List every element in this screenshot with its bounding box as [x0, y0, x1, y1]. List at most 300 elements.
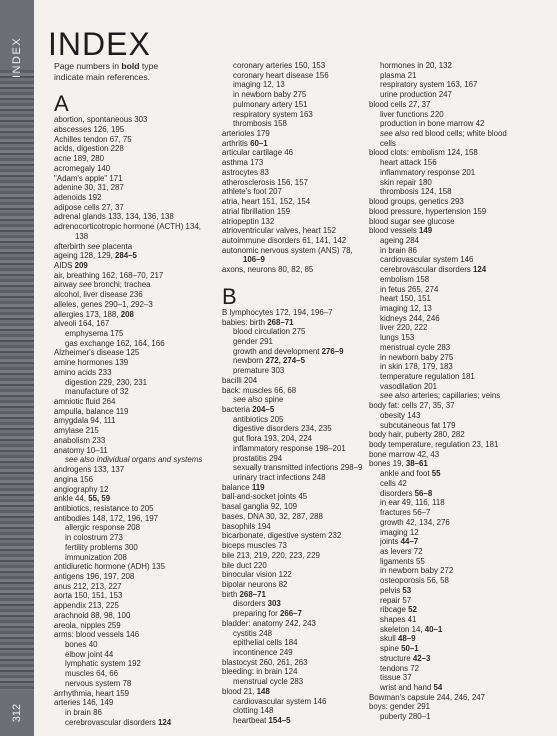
entry-text: in brain 86 — [380, 245, 417, 255]
index-entry — [54, 280, 224, 290]
index-subentry — [222, 434, 392, 444]
entry-text: joints — [380, 537, 401, 547]
index-subentry — [222, 90, 392, 100]
entry-text: epithelial cells 184 — [233, 638, 298, 648]
entry-text: inflammatory response 198–201 — [233, 443, 346, 453]
index-entry — [54, 494, 224, 504]
entry-text: "Adam's apple" 171 — [54, 173, 123, 183]
entry-text: arteries 146, 149 — [54, 698, 114, 708]
entry-text: lymphatic system 192 — [65, 659, 141, 669]
index-entry — [54, 446, 224, 456]
index-subentry — [54, 329, 224, 339]
entry-text: osteoporosis 56, 58 — [380, 576, 449, 586]
entry-text: astrocytes 83 — [222, 167, 269, 177]
index-entry — [54, 154, 224, 164]
entry-text: fertility problems 300 — [65, 542, 138, 552]
index-subentry — [369, 255, 539, 265]
index-entry — [222, 512, 392, 522]
entry-text: nervous system 78 — [65, 678, 132, 688]
main-reference: 56–8 — [414, 488, 433, 498]
entry-text: bone marrow 42, 43 — [369, 449, 440, 459]
entry-text: imaging 12, 13 — [233, 80, 285, 90]
index-subentry — [369, 265, 539, 275]
entry-text: antibiotics, resistance to 205 — [54, 503, 154, 513]
entry-text: skeleton 14, — [380, 624, 425, 634]
entry-text: atriopeptin 132 — [222, 216, 275, 226]
entry-text: ball-and-socket joints 45 — [222, 492, 308, 502]
index-entry — [222, 502, 392, 512]
index-subentry — [369, 605, 539, 615]
entry-text: antidiuretic hormone (ADH) 135 — [54, 562, 165, 572]
entry-text: liver functions 220 — [380, 109, 444, 119]
entry-text: spine — [380, 644, 402, 654]
index-subentry — [369, 90, 539, 100]
index-entry — [54, 407, 224, 417]
index-subentry — [369, 236, 539, 246]
entry-text: angina 156 — [54, 474, 94, 484]
index-subentry — [369, 596, 539, 606]
index-entry — [54, 630, 224, 640]
index-subentry — [369, 566, 539, 576]
index-entry — [222, 522, 392, 532]
entry-text: in skin 178, 179, 183 — [380, 362, 453, 372]
entry-text: basal ganglia 92, 109 — [222, 502, 298, 512]
index-subentry — [222, 706, 392, 716]
entry-text: antibodies 148, 172, 196, 197 — [54, 513, 158, 523]
entry-text: amniotic fluid 264 — [54, 397, 116, 407]
main-reference: 55 — [431, 469, 441, 479]
index-entry — [222, 590, 392, 600]
page-title: INDEX — [48, 26, 151, 62]
index-entry — [54, 416, 224, 426]
index-subentry — [222, 697, 392, 707]
index-subentry — [369, 139, 539, 149]
index-subentry — [222, 648, 392, 658]
index-subentry — [369, 528, 539, 538]
entry-text: manufacture of 32 — [65, 387, 129, 397]
entry-text: amino acids 233 — [54, 367, 112, 377]
index-subentry — [54, 232, 224, 242]
entry-text: anatomy 10–11 — [54, 445, 108, 455]
main-reference: 119 — [251, 482, 265, 492]
index-subentry — [369, 654, 539, 664]
index-subentry — [54, 553, 224, 563]
entry-text: ligaments 55 — [380, 556, 425, 566]
entry-text: premature 303 — [233, 366, 285, 376]
entry-text: autoimmune disorders 61, 141, 142 — [222, 235, 347, 245]
entry-text: urinary tract infections 248 — [233, 473, 326, 483]
main-reference: 55, 59 — [88, 494, 111, 504]
index-entry — [222, 561, 392, 571]
index-subentry — [369, 673, 539, 683]
index-subentry — [369, 323, 539, 333]
index-subentry — [369, 537, 539, 547]
index-subentry — [369, 391, 539, 401]
entry-text: blood circulation 275 — [233, 327, 306, 337]
entry-text: coronary heart disease 156 — [233, 70, 329, 80]
entry-text: subcutaneous fat 179 — [380, 420, 456, 430]
entry-text: bases, DNA 30, 32, 287, 288 — [222, 511, 323, 521]
entry-text: bipolar neurons 82 — [222, 579, 288, 589]
index-subentry — [222, 110, 392, 120]
index-subentry — [222, 454, 392, 464]
index-entry — [54, 582, 224, 592]
index-subentry — [369, 333, 539, 343]
entry-text: ribcage — [380, 605, 409, 615]
index-entry — [54, 514, 224, 524]
index-subentry — [222, 366, 392, 376]
index-entry — [54, 358, 224, 368]
entry-text: ankle and foot — [380, 469, 432, 479]
entry-text: basophils 194 — [222, 521, 271, 531]
index-entry — [54, 115, 224, 125]
index-subentry — [222, 444, 392, 454]
index-entry — [54, 348, 224, 358]
entry-text: elbow joint 44 — [65, 649, 114, 659]
index-entry — [222, 492, 392, 502]
entry-text: bile duct 220 — [222, 560, 267, 570]
index-subentry — [369, 110, 539, 120]
index-entry — [222, 129, 392, 139]
index-subentry — [54, 640, 224, 650]
index-subentry — [369, 683, 539, 693]
index-subentry — [369, 382, 539, 392]
entry-text: afterbirth — [54, 241, 88, 251]
entry-text: blood vessels — [369, 226, 420, 236]
index-entry — [222, 483, 392, 493]
index-entry — [222, 148, 392, 158]
index-entry — [54, 368, 224, 378]
main-reference: 48–9 — [397, 634, 416, 644]
entry-text: acne 189, 280 — [54, 154, 105, 164]
index-subentry — [54, 543, 224, 553]
main-reference: 303 — [267, 599, 281, 609]
index-entry — [54, 174, 224, 184]
index-subentry — [222, 415, 392, 425]
index-subentry — [222, 424, 392, 434]
main-reference: 54 — [433, 683, 443, 692]
entry-text: Bowman's capsule 244, 246, 247 — [369, 692, 485, 702]
entry-text: body fat: cells 27, 35, 37 — [369, 401, 455, 411]
entry-text: fractures 56–7 — [380, 508, 431, 518]
entry-text: birth — [222, 589, 240, 599]
index-entry — [222, 158, 392, 168]
entry-text: blood groups, genetics 293 — [369, 197, 464, 207]
entry-text: menstrual cycle 283 — [380, 342, 451, 352]
entry-text: back: muscles 66, 68 — [222, 385, 297, 395]
index-entry — [222, 226, 392, 236]
index-entry — [54, 689, 224, 699]
entry-text: as levers 72 — [380, 546, 423, 556]
entry-text: allergic response 208 — [65, 523, 141, 533]
entry-text: wrist and hand — [380, 683, 434, 692]
entry-text: atrioventricular valves, heart 152 — [222, 226, 337, 236]
entry-text: bladder: anatomy 242, 243 — [222, 618, 316, 628]
entry-text: areola, nipples 259 — [54, 620, 121, 630]
main-reference: 204–5 — [252, 405, 275, 414]
entry-text: skin repair 180 — [380, 177, 432, 187]
page-number: 312 — [11, 703, 23, 723]
entry-text: growth and development — [233, 346, 322, 356]
entry-text: disorders — [233, 599, 268, 609]
entry-text: adipose cells 27, 37 — [54, 202, 124, 212]
index-subentry — [369, 644, 539, 654]
index-subentry — [369, 411, 539, 421]
index-entry — [222, 667, 392, 677]
entry-text: bacteria — [222, 405, 253, 414]
index-entry — [54, 125, 224, 135]
entry-text: in fetus 265, 274 — [380, 284, 439, 294]
entry-text: shapes 41 — [380, 614, 417, 624]
index-subentry — [369, 586, 539, 596]
entry-text: B lymphocytes 172, 194, 196–7 — [222, 307, 333, 317]
index-subentry — [222, 473, 392, 483]
sidebar-thumb-index — [0, 70, 34, 690]
entry-text: antigens 196, 197, 208 — [54, 571, 135, 581]
entry-text: arteries; capillaries; veins — [409, 391, 501, 401]
entry-text: in newborn baby 275 — [233, 90, 307, 100]
entry-text: production in bone marrow 42 — [380, 119, 485, 129]
index-subentry — [54, 533, 224, 543]
index-entry — [54, 310, 224, 320]
index-entry — [222, 619, 392, 629]
main-reference: 266–7 — [279, 609, 302, 619]
index-entry — [369, 217, 539, 227]
index-entry — [54, 193, 224, 203]
index-subentry — [369, 421, 539, 431]
entry-text: in ear 49, 116, 118 — [380, 498, 445, 508]
index-entry — [369, 440, 539, 450]
main-reference: 42–3 — [412, 653, 431, 663]
main-reference: 124 — [157, 717, 172, 727]
entry-text: androgens 133, 137 — [54, 465, 125, 475]
entry-text: biceps muscles 73 — [222, 541, 287, 551]
index-entry — [222, 197, 392, 207]
index-entry — [54, 300, 224, 310]
index-subentry — [54, 650, 224, 660]
entry-text: allergies 173, 188, — [54, 309, 121, 319]
index-subentry — [369, 508, 539, 518]
entry-text: in newborn baby 272 — [380, 566, 454, 576]
index-subentry — [222, 61, 392, 71]
index-subentry — [369, 469, 539, 479]
index-entry — [54, 621, 224, 631]
index-entry — [222, 570, 392, 580]
index-subentry — [369, 479, 539, 489]
entry-text: embolism 158 — [380, 274, 430, 284]
main-reference: 149 — [419, 226, 433, 236]
entry-text: bicarbonate, digestive system 232 — [222, 531, 342, 541]
entry-text: clotting 148 — [233, 706, 274, 716]
intro-text: type — [139, 61, 159, 71]
entry-text: adrenocorticotropic hormone (ACTH) 134, — [54, 222, 201, 232]
entry-text: see also — [380, 391, 410, 401]
index-entry — [54, 222, 224, 232]
index-subentry — [222, 347, 392, 357]
entry-text: in colostrum 273 — [65, 533, 123, 543]
index-entry — [222, 551, 392, 561]
entry-text: arthritis — [222, 138, 251, 148]
index-entry — [222, 308, 392, 318]
index-entry — [222, 207, 392, 217]
entry-text: cardiovascular system 146 — [233, 696, 327, 706]
index-subentry — [369, 285, 539, 295]
entry-text: antibiotics 205 — [233, 414, 284, 424]
entry-text: coronary arteries 150, 153 — [233, 61, 326, 70]
entry-text: alveoli 164, 167 — [54, 319, 110, 329]
entry-text: plasma 21 — [380, 70, 417, 80]
index-subentry — [369, 557, 539, 567]
main-reference: 148 — [256, 686, 270, 696]
index-subentry — [54, 387, 224, 397]
entry-text: bronchi; trachea — [91, 280, 151, 290]
entry-text: atria, heart 151, 152, 154 — [222, 197, 311, 207]
index-subentry — [369, 372, 539, 382]
entry-text: bacilli 204 — [222, 375, 258, 385]
index-subentry — [369, 625, 539, 635]
sidebar-tab — [0, 0, 34, 736]
entry-text: thrombosis 124, 158 — [380, 187, 452, 197]
index-entry — [54, 485, 224, 495]
entry-text: liver 220, 222 — [380, 323, 428, 333]
index-column-2 — [222, 61, 392, 726]
entry-text: cardiovascular system 146 — [380, 255, 474, 265]
index-subentry — [222, 119, 392, 129]
entry-text: see also — [380, 129, 410, 139]
entry-text: blood clots: embolism 124, 158 — [369, 148, 478, 158]
entry-text: alleles, genes 290–1, 292–3 — [54, 299, 153, 309]
index-entry — [222, 246, 392, 256]
intro-text: bold — [121, 61, 140, 71]
section-letter: A — [54, 91, 69, 117]
index-entry — [222, 531, 392, 541]
index-entry — [369, 226, 539, 236]
index-entry — [54, 475, 224, 485]
entry-text: atrial fibrillation 159 — [222, 206, 290, 216]
entry-text: atherosclerosis 156, 157 — [222, 177, 308, 187]
entry-text: cerebrovascular disorders — [65, 717, 158, 727]
entry-text: body hair, puberty 280, 282 — [369, 430, 465, 440]
entry-text: spine — [262, 395, 284, 405]
entry-text: anabolism 233 — [54, 435, 106, 445]
section-letter: B — [222, 283, 237, 309]
index-subentry — [369, 71, 539, 81]
index-entry — [222, 318, 392, 328]
entry-text: ampulla, balance 119 — [54, 406, 129, 416]
main-reference: 209 — [74, 260, 88, 270]
entry-text: skull — [380, 634, 398, 644]
main-reference: 40–1 — [424, 624, 443, 634]
index-entry — [369, 148, 539, 158]
index-subentry — [369, 634, 539, 644]
entry-text: anus 212, 213, 227 — [54, 581, 122, 591]
entry-text: boys: gender 291 — [369, 702, 430, 712]
index-subentry — [54, 659, 224, 669]
entry-text: blood pressure, hypertension 159 — [369, 206, 487, 216]
index-entry — [222, 217, 392, 227]
entry-text: adenine 30, 31, 287 — [54, 183, 124, 193]
index-entry — [222, 405, 392, 415]
entry-text: alcohol, liver disease 236 — [54, 290, 143, 300]
index-subentry — [369, 362, 539, 372]
index-subentry — [54, 679, 224, 689]
sidebar-section-label: INDEX — [11, 36, 23, 78]
entry-text: cerebrovascular disorders — [380, 265, 473, 275]
entry-text: red blood cells; white blood — [409, 129, 507, 139]
index-subentry — [369, 576, 539, 586]
spacer — [54, 82, 224, 90]
entry-text: Achilles tendon 67, 75 — [54, 134, 132, 144]
entry-text: acids, digestion 228 — [54, 144, 124, 154]
entry-text: see — [87, 241, 101, 251]
index-entry — [54, 591, 224, 601]
entry-text: asthma 173 — [222, 158, 264, 168]
index-subentry — [222, 609, 392, 619]
entry-text: arterioles 179 — [222, 129, 270, 139]
index-subentry — [369, 178, 539, 188]
main-reference: 284–5 — [115, 251, 137, 261]
entry-text: heartbeat — [233, 716, 269, 725]
entry-text: heart 150, 151 — [380, 294, 431, 304]
index-column-1 — [54, 61, 224, 727]
entry-text: prostatitis 294 — [233, 453, 283, 463]
entry-text: disorders — [380, 488, 415, 498]
entry-text: adenoids 192 — [54, 192, 102, 202]
main-reference: 53 — [402, 585, 412, 595]
index-entry — [54, 164, 224, 174]
main-reference: 276–9 — [321, 346, 344, 356]
index-entry — [54, 203, 224, 213]
index-subentry — [54, 455, 224, 465]
entry-text: balance — [222, 482, 252, 492]
main-reference: 60–1 — [250, 138, 268, 148]
entry-text: kidneys 244, 246 — [380, 313, 440, 323]
index-entry — [54, 397, 224, 407]
entry-text: sexually transmitted infections 298–9 — [233, 463, 363, 473]
entry-text: immunization 208 — [65, 552, 127, 562]
index-subentry — [222, 337, 392, 347]
index-entry — [222, 187, 392, 197]
index-entry — [222, 139, 392, 149]
entry-text: urine production 247 — [380, 90, 452, 100]
entry-text: cystitis 248 — [233, 628, 273, 638]
intro-note — [54, 61, 224, 72]
index-entry — [369, 401, 539, 411]
entry-text: body temperature, regulation 23, 181 — [369, 440, 499, 450]
entry-text: athlete's foot 207 — [222, 187, 282, 197]
entry-text: cells — [380, 138, 396, 148]
entry-text: in newborn baby 275 — [380, 352, 454, 362]
main-reference: 106–9 — [243, 255, 265, 265]
index-entry — [54, 212, 224, 222]
entry-text: obesity 143 — [380, 410, 421, 420]
entry-text: cells 42 — [380, 478, 407, 488]
index-subentry — [222, 629, 392, 639]
index-entry — [54, 572, 224, 582]
entry-text: preparing for — [233, 609, 280, 619]
index-column-3 — [369, 61, 539, 722]
entry-text: see also — [233, 395, 263, 405]
main-reference: 268–71 — [239, 589, 266, 599]
entry-text: bones 19, — [369, 459, 406, 469]
main-reference: 208 — [120, 309, 134, 319]
index-entry — [54, 261, 224, 271]
index-entry — [54, 465, 224, 475]
entry-text: see — [79, 280, 92, 290]
entry-text: gas exchange 162, 164, 166 — [65, 338, 165, 348]
index-subentry — [222, 599, 392, 609]
entry-text: menstrual cycle 283 — [233, 677, 304, 687]
